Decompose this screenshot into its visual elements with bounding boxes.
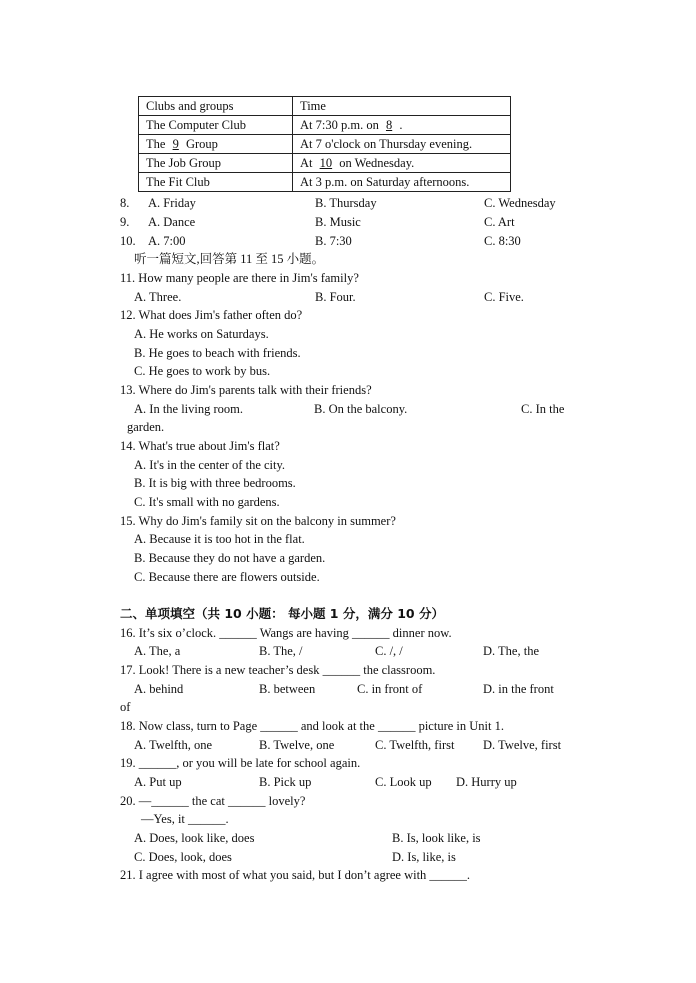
question-text: 19. ______, or you will be late for school again. [120, 756, 361, 770]
option-c: C. Twelfth, first [375, 738, 455, 752]
listening-instruction: 听一篇短文,回答第 11 至 15 小题。 [134, 252, 325, 266]
option-b: B. Is, look like, is [392, 831, 481, 845]
option-d: D. Hurry up [456, 775, 517, 789]
table-cell-time: At 3 p.m. on Saturday afternoons. [293, 173, 511, 192]
option-b: B. Pick up [259, 775, 312, 789]
time-text: At 7:30 p.m. on [300, 118, 379, 132]
question-number: 10. [120, 234, 136, 248]
time-text: At [300, 156, 313, 170]
option-b: B. It is big with three bedrooms. [134, 476, 296, 490]
question-text: 16. It’s six o’clock. ______ Wangs are having ______ dinner now. [120, 626, 452, 640]
option-c-continued: garden. [127, 420, 165, 434]
question-text: 13. Where do Jim's parents talk with their friends? [120, 383, 372, 397]
option-a: A. Twelfth, one [134, 738, 213, 752]
option-a: A. The, a [134, 644, 181, 658]
question-text: 20. —______ the cat ______ lovely? [120, 794, 306, 808]
question-text: 15. Why do Jim's family sit on the balcony in summer? [120, 514, 396, 528]
option-c: C. In the [521, 402, 565, 416]
option-b: B. 7:30 [315, 234, 352, 248]
time-text: . [399, 118, 403, 132]
option-a: A. 7:00 [148, 234, 186, 248]
time-text: on Wednesday. [339, 156, 415, 170]
table-cell-club: The Fit Club [139, 173, 293, 192]
option-a: A. Three. [134, 290, 182, 304]
question-number: 9. [120, 215, 130, 229]
table-row [139, 173, 511, 192]
table-cell-club [139, 135, 293, 154]
question-text-reply: —Yes, it ______. [141, 812, 229, 826]
option-a: A. He works on Saturdays. [134, 327, 269, 341]
table-cell-time: At 7 o'clock on Thursday evening. [293, 135, 511, 154]
section-heading: 二、单项填空（共 10 小题： 每小题 1 分，满分 10 分） [120, 606, 444, 621]
option-c: C. He goes to work by bus. [134, 364, 271, 378]
table-cell-time [293, 116, 511, 135]
option-b: B. Four. [315, 290, 356, 304]
option-d: D. Is, like, is [392, 850, 456, 864]
option-b: B. Because they do not have a garden. [134, 551, 326, 565]
option-a: A. Does, look like, does [134, 831, 255, 845]
option-b: B. Twelve, one [259, 738, 335, 752]
option-c: C. in front of [357, 682, 423, 696]
option-c: C. Look up [375, 775, 432, 789]
clubs-table [138, 96, 511, 192]
blank-answer: 10 [319, 156, 333, 170]
club-text: Group [185, 137, 218, 151]
blank-answer: 8 [385, 118, 393, 132]
question-number: 8. [120, 196, 130, 210]
question-text: 14. What's true about Jim's flat? [120, 439, 280, 453]
question-text: 11. How many people are there in Jim's family? [120, 271, 359, 285]
table-cell-time [293, 154, 511, 173]
option-b: B. He goes to beach with friends. [134, 346, 301, 360]
table-cell-club: The Job Group [139, 154, 293, 173]
option-b: B. On the balcony. [314, 402, 408, 416]
question-text: 21. I agree with most of what you said, but I don’t agree with ______. [120, 868, 471, 882]
option-d: D. in the front [483, 682, 554, 696]
option-c: C. It's small with no gardens. [134, 495, 280, 509]
option-a: A. Put up [134, 775, 182, 789]
table-row [139, 135, 511, 154]
table-header-cell: Time [293, 97, 511, 116]
option-d: D. Twelve, first [483, 738, 562, 752]
table-header-cell: Clubs and groups [139, 97, 293, 116]
table-cell-club: The Computer Club [139, 116, 293, 135]
option-b: B. Music [315, 215, 361, 229]
blank-answer: 9 [172, 137, 179, 151]
table-row [139, 116, 511, 135]
table-row [139, 154, 511, 173]
option-c: C. Because there are flowers outside. [134, 570, 320, 584]
question-text: 12. What does Jim's father often do? [120, 308, 303, 322]
table-header-row [139, 97, 511, 116]
option-d-continued: of [120, 700, 131, 714]
option-b: B. Thursday [315, 196, 377, 210]
question-text: 17. Look! There is a new teacher’s desk ______ the classroom. [120, 663, 436, 677]
option-b: B. between [259, 682, 316, 696]
question-text: 18. Now class, turn to Page ______ and look at the ______ picture in Unit 1. [120, 719, 504, 733]
option-b: B. The, / [259, 644, 303, 658]
option-c: C. Does, look, does [134, 850, 232, 864]
option-a: A. Dance [148, 215, 196, 229]
club-text: The [146, 137, 166, 151]
option-a: A. Because it is too hot in the flat. [134, 532, 305, 546]
option-a: A. In the living room. [134, 402, 244, 416]
option-c: C. 8:30 [484, 234, 521, 248]
option-c: C. Wednesday [484, 196, 556, 210]
option-d: D. The, the [483, 644, 540, 658]
option-a: A. It's in the center of the city. [134, 458, 286, 472]
option-c: C. /, / [375, 644, 403, 658]
option-c: C. Five. [484, 290, 524, 304]
option-a: A. behind [134, 682, 184, 696]
option-c: C. Art [484, 215, 515, 229]
option-a: A. Friday [148, 196, 196, 210]
